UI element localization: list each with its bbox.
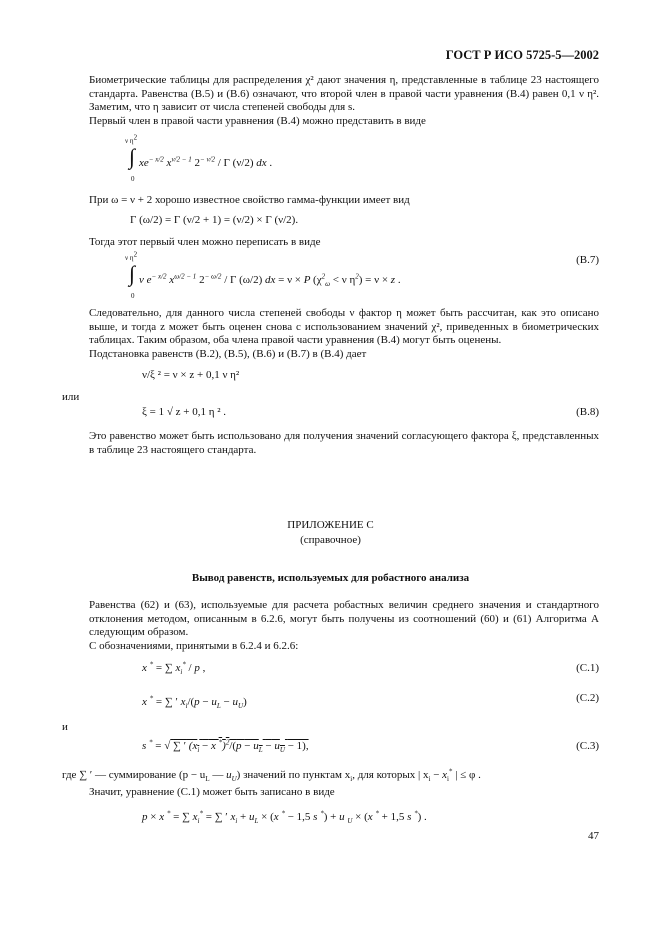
- paragraph-text: Первый член в правой части уравнения (В.4) можно представить в виде: [89, 115, 426, 127]
- formula-final: p × x * = ∑ $x_i^*$ = ∑ ′ $x_i + u_L \times (x$ * − 1,5 s *) + u $_U$ × (x * + 1,5 s *) .: [142, 809, 427, 826]
- equation-number-c2: (С.2): [576, 692, 599, 704]
- paragraph-text: где: [62, 769, 77, 781]
- paragraph-text: Равенства (62) и (63), используемые для расчета робастных величин среднего значения и стандартного отклонения методом, описанным в 6.2.6, могут быть получены из соотношений (60) и (61) Алгоритма А следующим образом.: [89, 599, 599, 638]
- paragraph-text: Следовательно, для данного числа степеней свободы ν фактор η может быть рассчитан, как это описано выше, и тогда z может быть оценен снова с использованием значений χ², приведенных в биометрических таблицах. Таким образом, оба члена правой части уравнения (В.4) могут быть оценены.: [89, 307, 599, 346]
- paragraph-consequently: [89, 307, 599, 348]
- paragraph-text: Подстановка равенств (В.2), (В.5), (В.6) и (В.7) в (В.4) дает: [89, 348, 367, 360]
- paragraph-text: При ω = ν + 2 хорошо известное свойство гамма-функции имеет вид: [89, 194, 410, 206]
- paragraph-text: значений по пунктам x: [243, 769, 351, 781]
- paragraph-text: С обозначениями, принятыми в 6.2.4 и 6.2.6:: [89, 640, 299, 652]
- paragraph-biometric-tables: [89, 74, 599, 115]
- document-header: ГОСТ Р ИСО 5725-5—2002: [445, 48, 599, 62]
- appendix-subtitle: (справочное): [300, 534, 361, 546]
- sum-prime-symbol: ∑ ′: [79, 769, 93, 781]
- formula-c3: s * = √ ∑ ′ ($x_i - x$ $^*)^2/(p - u_L - u_U - 1)$,: [142, 738, 309, 755]
- paragraph-text: Тогда этот первый член можно переписать в виде: [89, 236, 321, 248]
- paragraph-text: или: [62, 391, 80, 403]
- paragraph-text: Это равенство может быть использовано для получения значений согласующего фактора ξ, представленных в таблице 23 настоящего стандарта.: [89, 430, 599, 456]
- paragraph-where-sum: где ∑ ′ — суммирование ($p - u_L$ — $u_U$) значений по пунктам $x_i$, для которых | $x_i - x_i^*$ | ≤ φ .: [62, 767, 481, 784]
- equation-number-b7: (В.7): [576, 254, 599, 266]
- formula-gamma-identity: Γ (ω/2) = Γ (ν/2 + 1) = (ν/2) × Γ (ν/2).: [130, 214, 299, 226]
- paragraph-text: — суммирование (p − u: [94, 769, 206, 781]
- paragraph-and: [62, 721, 572, 735]
- paragraph-text: Биометрические таблицы для распределения χ² дают значения η, представленные в таблице 23 настоящего стандарта. Равенства (В.5) и (В.6) означают, что второй член в правой части уравнения (В.4) равен 0,1 ν η². Заметим, что η зависит от числа степеней свободы для s.: [89, 74, 599, 113]
- paragraph-gamma-property: [89, 194, 599, 208]
- formula-c1: x * = ∑ $x_i^*$ / p ,: [142, 660, 206, 677]
- formula-b8-second: ξ = 1 √ z + 0,1 η ² .: [142, 406, 227, 418]
- formula-integral-first-term: ν $\eta^2$ ∫ $xe^{- x/2}$ $x^{\nu/2 - 1}$ $2^{- \nu/2}$ / Γ (ν/2) dx . 0: [125, 133, 273, 183]
- paragraph-first-term: [89, 115, 599, 129]
- equation-number-c1: (С.1): [576, 662, 599, 674]
- paragraph-equalities: [89, 599, 599, 640]
- page-number: 47: [588, 830, 599, 842]
- paragraph-text: Значит, уравнение (С.1) может быть записано в виде: [89, 786, 335, 798]
- equation-number-b8: (В.8): [576, 406, 599, 418]
- formula-b8-first: ν/ξ ² = ν × z + 0,1 ν η²: [142, 369, 240, 381]
- appendix-heading: Вывод равенств, используемых для робастного анализа: [191, 572, 470, 584]
- paragraph-substitution: [89, 348, 599, 362]
- paragraph-thus: [89, 786, 599, 800]
- appendix-title: ПРИЛОЖЕНИЕ С: [287, 519, 374, 531]
- paragraph-notations: [89, 640, 599, 654]
- equation-number-c3: (С.3): [576, 740, 599, 752]
- formula-integral-rewritten: ν $\eta^2$ ∫ ν $e^{- x/2}$ $x^{\omega/2 - 1}$ $2^{- \omega/2}$ / Γ (ω/2) dx = ν × P ($\chi^2_\omega < \nu$ $\eta^2) = \nu \times z$ . 0: [125, 250, 401, 300]
- paragraph-text: , для которых | x: [352, 769, 429, 781]
- paragraph-or: [62, 391, 572, 405]
- paragraph-text: и: [62, 721, 68, 733]
- paragraph-this-equation: [89, 430, 599, 457]
- paragraph-rewrite: [89, 236, 599, 250]
- formula-c2: x * = ∑ ′ $x_i/(p - u_L - u_U)$: [142, 694, 247, 711]
